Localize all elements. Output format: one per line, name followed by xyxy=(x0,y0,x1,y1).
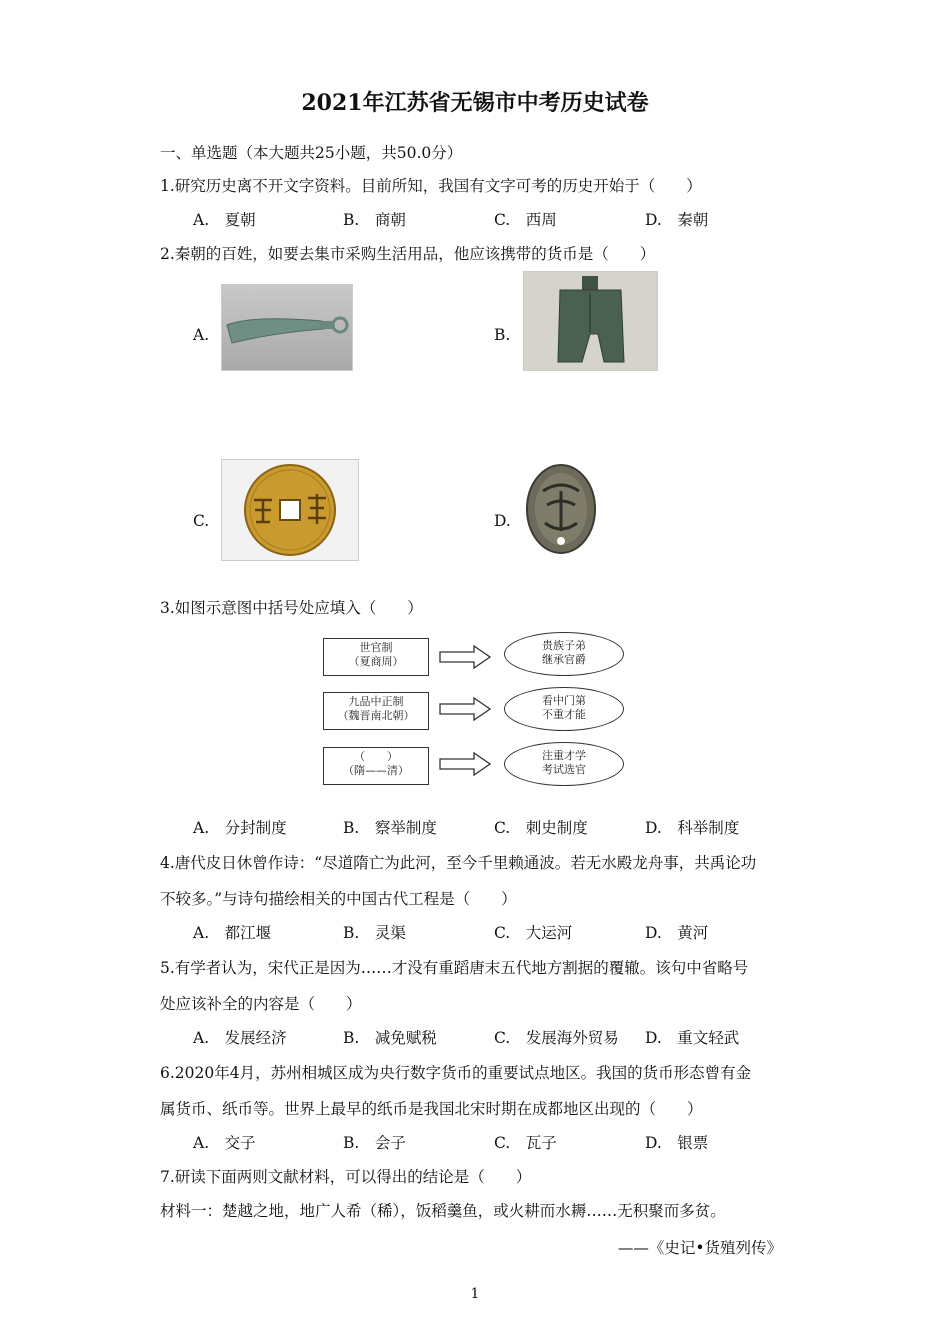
diagram-ellipse-2-line2: 不重才能 xyxy=(542,708,586,721)
diagram-ellipse-3-line1: 注重才学 xyxy=(542,749,586,762)
q1-option-d: D. 秦朝 xyxy=(645,211,709,229)
diagram-box-2-line1: 九品中正制 xyxy=(348,695,404,708)
ant-nose-coin-image xyxy=(523,461,599,557)
q4-option-a: A. 都江堰 xyxy=(193,924,272,942)
q6-option-d: D. 银票 xyxy=(645,1134,709,1152)
diagram-ellipse-2-line1: 看中门第 xyxy=(542,694,586,707)
page-title: 2021年江苏省无锡市中考历史试卷 xyxy=(301,90,649,116)
q2-option-a: A. xyxy=(193,326,210,344)
q5-option-d: D. 重文轻武 xyxy=(645,1029,740,1047)
page-number: 1 xyxy=(470,1286,480,1302)
section-heading: 一、单选题（本大题共25小题，共50.0分） xyxy=(160,144,463,162)
diagram-box-1-line2: （夏商周） xyxy=(348,655,404,668)
spade-coin-image xyxy=(523,271,658,371)
q3-option-d: D. 科举制度 xyxy=(645,819,740,837)
q6-option-c: C. 瓦子 xyxy=(494,1134,557,1152)
diagram-arrows xyxy=(438,630,496,795)
question-7-stem: 7.研读下面两则文献材料，可以得出的结论是（ ） xyxy=(160,1168,532,1186)
q2-option-c: C. xyxy=(193,512,210,530)
question-3-stem: 3.如图示意图中括号处应填入（ ） xyxy=(160,599,423,617)
q3-option-a: A. 分封制度 xyxy=(193,819,287,837)
diagram-ellipse-3-line2: 考试选官 xyxy=(542,763,586,776)
question-5-stem-line2: 处应该补全的内容是（ ） xyxy=(160,995,362,1013)
q4-option-c: C. 大运河 xyxy=(494,924,573,942)
q5-option-b: B. 减免赋税 xyxy=(343,1029,437,1047)
q4-option-d: D. 黄河 xyxy=(645,924,709,942)
question-5-stem-line1: 5.有学者认为，宋代正是因为……才没有重蹈唐末五代地方割据的覆辙。该句中省略号 xyxy=(160,959,749,977)
q4-option-b: B. 灵渠 xyxy=(343,924,406,942)
diagram-ellipse-1-line1: 贵族子弟 xyxy=(542,639,586,652)
q7-source-1: ——《史记•货殖列传》 xyxy=(617,1239,782,1257)
banliang-coin-image xyxy=(221,459,359,561)
question-6-stem-line2: 属货币、纸币等。世界上最早的纸币是我国北宋时期在成都地区出现的（ ） xyxy=(160,1100,703,1118)
q2-option-d: D. xyxy=(494,512,511,530)
q5-option-c: C. 发展海外贸易 xyxy=(494,1029,619,1047)
q5-option-a: A. 发展经济 xyxy=(193,1029,287,1047)
selection-system-diagram xyxy=(320,630,640,795)
diagram-box-3-line2: （隋——清） xyxy=(343,764,409,777)
diagram-ellipse-1 xyxy=(504,632,624,676)
diagram-box-3 xyxy=(323,747,429,785)
diagram-box-1 xyxy=(323,638,429,676)
diagram-ellipse-1-line2: 继承官爵 xyxy=(542,653,586,666)
knife-coin-image xyxy=(221,284,353,371)
diagram-ellipse-3 xyxy=(504,742,624,786)
question-4-stem-line2: 不较多。”与诗句描绘相关的中国古代工程是（ ） xyxy=(160,890,517,908)
diagram-ellipse-2 xyxy=(504,687,624,731)
q1-option-a: A. 夏朝 xyxy=(193,211,256,229)
q6-option-b: B. 会子 xyxy=(343,1134,406,1152)
q3-option-b: B. 察举制度 xyxy=(343,819,437,837)
question-1-stem: 1.研究历史离不开文字资料。目前所知，我国有文字可考的历史开始于（ ） xyxy=(160,177,702,195)
q1-option-c: C. 西周 xyxy=(494,211,557,229)
diagram-box-3-line1: （ ） xyxy=(354,750,398,763)
q7-material-1: 材料一：楚越之地，地广人希（稀），饭稻羹鱼，或火耕而水耨……无积聚而多贫。 xyxy=(160,1202,726,1220)
q6-option-a: A. 交子 xyxy=(193,1134,256,1152)
diagram-box-1-line1: 世官制 xyxy=(359,641,393,654)
question-2-stem: 2.秦朝的百姓，如要去集市采购生活用品，他应该携带的货币是（ ） xyxy=(160,245,656,263)
q3-option-c: C. 刺史制度 xyxy=(494,819,588,837)
diagram-box-2-line2: （魏晋南北朝） xyxy=(337,709,415,722)
q1-option-b: B. 商朝 xyxy=(343,211,406,229)
diagram-box-2 xyxy=(323,692,429,730)
q2-option-b: B. xyxy=(494,326,511,344)
question-4-stem-line1: 4.唐代皮日休曾作诗：“尽道隋亡为此河，至今千里赖通波。若无水殿龙舟事，共禹论功 xyxy=(160,854,757,872)
question-6-stem-line1: 6.2020年4月，苏州相城区成为央行数字货币的重要试点地区。我国的货币形态曾有金 xyxy=(160,1064,752,1082)
